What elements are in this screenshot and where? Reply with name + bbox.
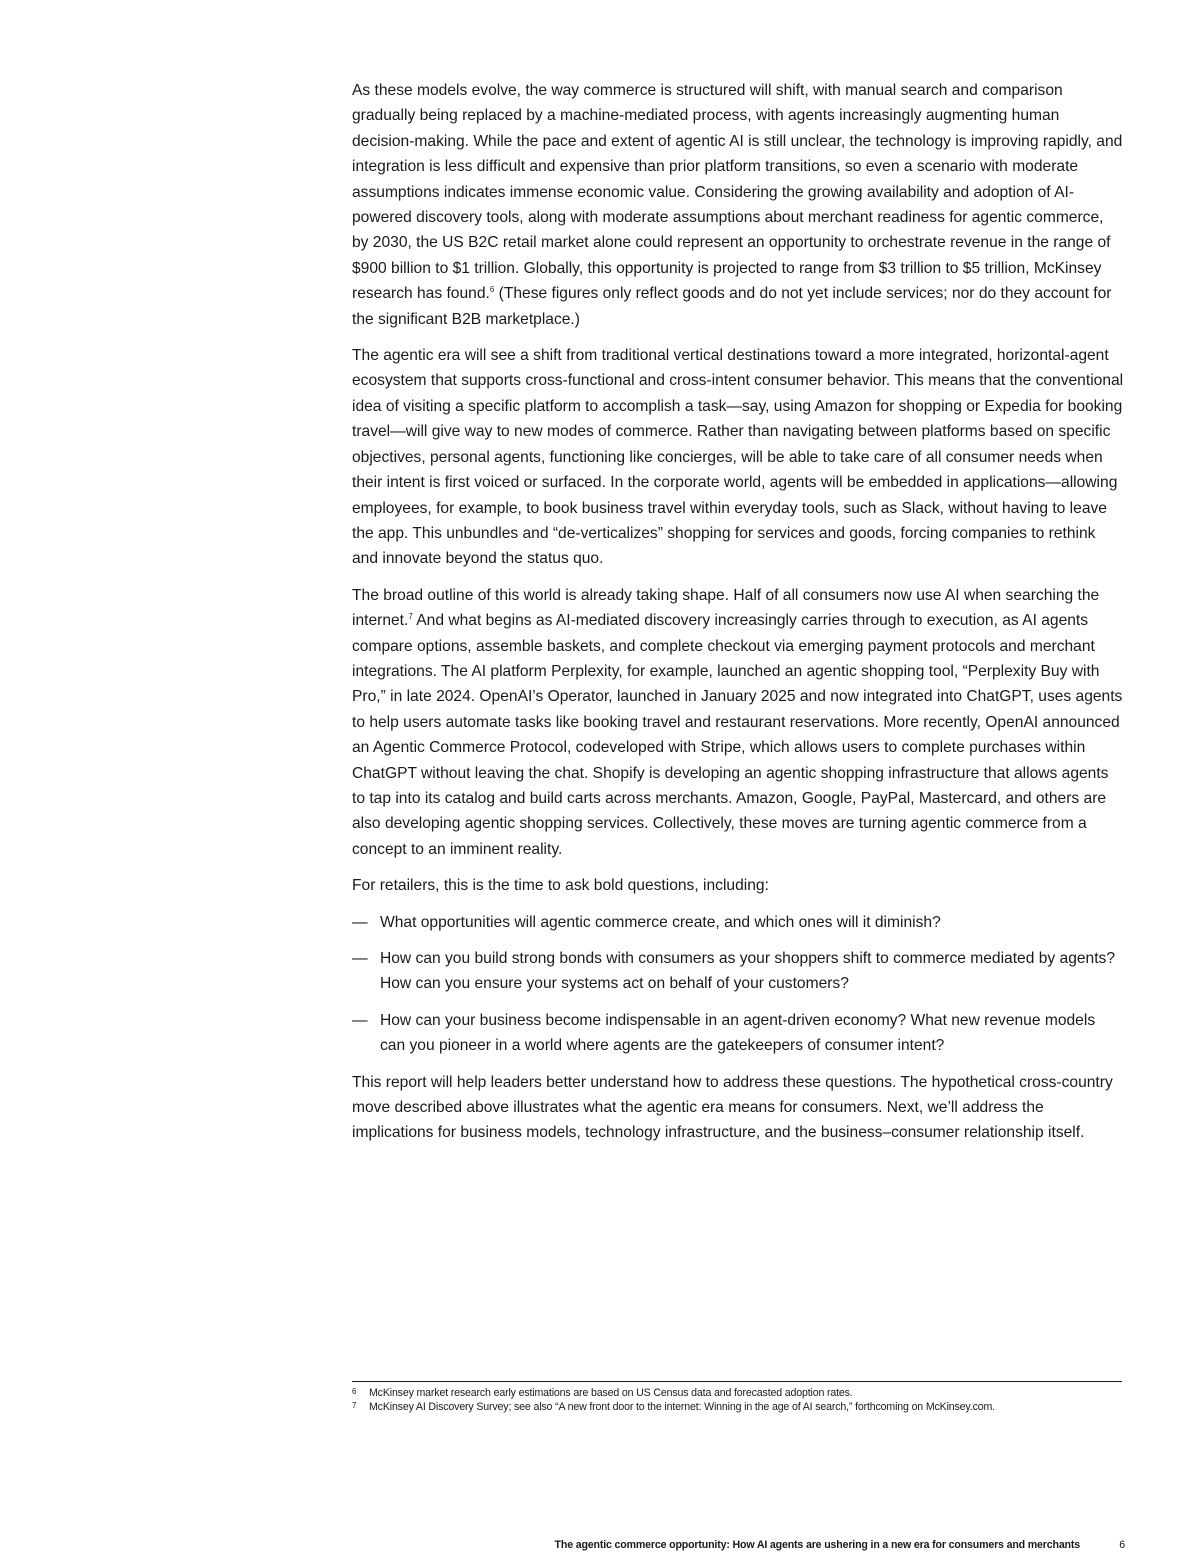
list-item-text: How can your business become indispensable in an agent-driven economy? What new revenue models can you pioneer in a world where agents are the gatekeepers of consumer intent? [380,1011,1096,1055]
dash-bullet: — [352,913,368,931]
footnote-ref-6[interactable]: 6 [489,285,495,295]
footnote-text: McKinsey market research early estimations are based on US Census data and forecasted adoption rates. [369,1387,853,1399]
list-item [352,946,1124,997]
questions-list [352,910,1124,1059]
paragraph-agentic-era: The agentic era will see a shift from traditional vertical destinations toward a more integrated, horizontal-agent ecosystem that supports cross-functional and cross-intent consumer behavior. This means that the conventional idea of visiting a specific platform to accomplish a task—say, using Amazon for shopping or Expedia for booking travel—will give way to new modes of commerce. Rather than navigating between platforms based on specific objectives, personal agents, functioning like concierges, will be able to take care of all consumer needs when their intent is first voiced or surfaced. In the corporate world, agents will be embedded in applications—allowing employees, for example, to book business travel within everyday tools, such as Slack, without having to leave the app. This unbundles and “de-verticalizes” shopping for services and goods, forcing companies to rethink and innovate beyond the status quo. [352,347,1124,568]
paragraph-bold-questions-intro: For retailers, this is the time to ask bold questions, including: [352,877,769,895]
paragraph-text: And what begins as AI-mediated discovery increasingly carries through to execution, as AI agents compare options, assemble baskets, and complete checkout via emerging payment protocols and merchant integrations. The AI platform Perplexity, for example, launched an agentic shopping tool, “Perplexity Buy with Pro,” in late 2024. OpenAI’s Operator, launched in January 2025 and now integrated into ChatGPT, uses agents to help users automate tasks like booking travel and restaurant reservations. More recently, OpenAI announced an Agentic Commerce Protocol, codeveloped with Stripe, which allows users to complete purchases within ChatGPT without leaving the chat. Shopify is developing an agentic shopping infrastructure that allows agents to tap into its catalog and build carts across merchants. Amazon, Google, PayPal, Mastercard, and others are also developing agentic shopping services. Collectively, these moves are turning agentic commerce from a concept to an imminent reality. [352,612,1123,858]
footnote-7 [352,1400,1122,1414]
paragraph-text: (These figures only reflect goods and do not yet include services; nor do they account for the significant B2B marketplace.) [352,285,1112,328]
footnote-6 [352,1386,1122,1400]
footnote-text: McKinsey AI Discovery Survey; see also “A new front door to the internet: Winning in the age of AI search,” forthcoming on McKinsey.com. [369,1401,995,1413]
list-item-text: How can you build strong bonds with consumers as your shoppers shift to commerce mediated by agents? How can you ensure your systems act on behalf of your customers? [380,950,1116,993]
list-item [352,910,1124,935]
list-item [352,1008,1124,1059]
paragraph-text: As these models evolve, the way commerce is structured will shift, with manual search and comparison gradually being replaced by a machine-mediated process, with agents increasingly augmenting human decision-making. While the pace and extent of agentic AI is still unclear, the technology is improving rapidly, and integration is less difficult and expensive than prior platform transitions, so even a scenario with moderate assumptions indicates immense economic value. Considering the growing availability and adoption of AI-powered discovery tools, along with moderate assumptions about merchant readiness for agentic commerce, by 2030, the US B2C retail market alone could represent an opportunity to orchestrate revenue in the range of $900 billion to $1 trillion. Globally, this opportunity is projected to range from $3 trillion to $5 trillion, McKinsey research has found. [352,82,1123,303]
footnote-ref-7[interactable]: 7 [408,611,413,621]
running-title: The agentic commerce opportunity: How AI agents are ushering in a new era for consumers and merchants [554,1539,1080,1551]
list-item-text: What opportunities will agentic commerce create, and which ones will it diminish? [380,913,941,931]
page-number: 6 [1119,1539,1125,1551]
dash-bullet: — [352,1011,368,1029]
footnotes [352,1381,1122,1414]
paragraph-report-summary: This report will help leaders better understand how to address these questions. The hypothetical cross-country move described above illustrates what the agentic era means for consumers. Next, we’ll address the implications for business models, technology infrastructure, and the business–consumer relationship itself. [352,1073,1113,1142]
footnote-number: 6 [352,1387,357,1396]
paragraph-broad-outline [352,583,1124,862]
paragraph-market-opportunity [352,78,1124,332]
dash-bullet: — [352,950,368,967]
footnote-number: 7 [352,1401,357,1410]
paragraph-text: The broad outline of this world is already taking shape. Half of all consumers now use AI when searching the internet. [352,586,1100,630]
article-body [352,78,1124,1157]
